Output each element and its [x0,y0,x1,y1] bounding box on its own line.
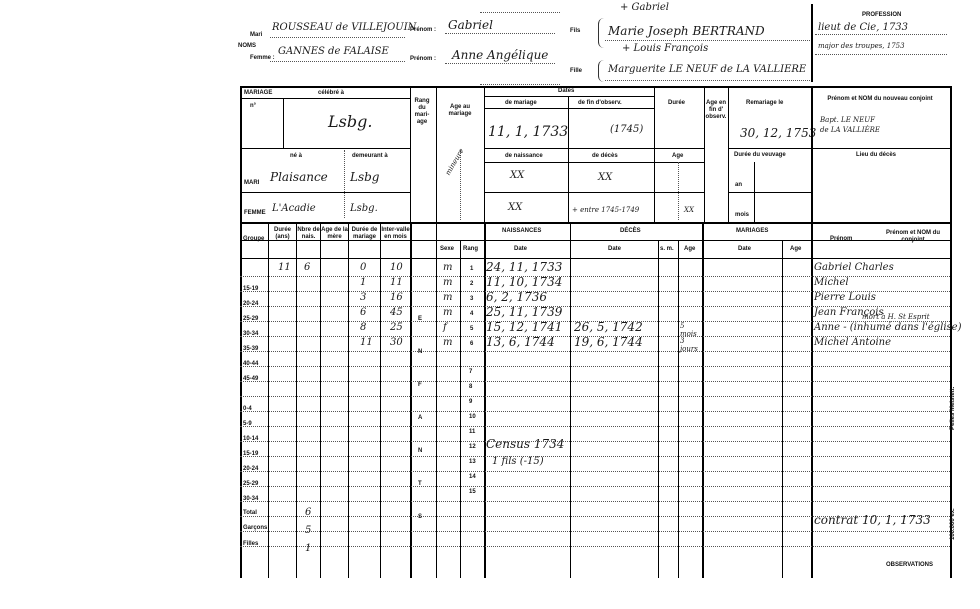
rang-extra-list [469,365,481,500]
side-letter: N [418,349,423,355]
mari-label: Mari [250,32,263,38]
side-letter: E [418,316,423,322]
rang-extra: 12 [469,444,476,450]
marriage-place: Lsbg. [328,112,373,131]
remariage-date: 30, 12, 1753 [740,126,817,140]
date-fin-observation: (1745) [610,124,644,135]
copies-note: 100.000 ex. [950,508,956,540]
date-mariage-label: de mariage [505,100,537,106]
deces-age: 5 mois [680,322,697,338]
nbre-naissances-value: 6 [304,262,311,273]
row-separator [240,486,950,487]
mari-naissance: XX [510,170,525,181]
rang-value: 5 [470,326,474,332]
femme-deces: + entre 1745-1749 [572,206,640,214]
rang-extra: 15 [469,489,476,495]
filles-nbre: 1 [305,543,312,554]
rang-extra: 7 [469,369,473,375]
sexe-label: Sexe [440,246,455,252]
naissances-label: NAISSANCES [502,228,542,234]
child-prenom: Pierre Louis [814,292,876,303]
mari-row-label: MARI [244,180,260,186]
row-separator [240,366,950,367]
profession-label: PROFESSION [862,12,902,18]
mari-prenom: Gabriel [448,18,493,32]
row-separator [240,441,950,442]
age-fin-label: Age en fin d' observ. [705,100,727,120]
fils-line-2: Marie Joseph BERTRAND [608,24,765,38]
naissance-date: 24, 11, 1733 [486,260,563,274]
deces-date: 26, 5, 1742 [574,320,643,334]
duree-mariage-label: Durée de mariage [351,227,378,240]
naissance-date: 25, 11, 1739 [486,305,563,319]
deces-age: 3 jours [680,337,698,353]
femme-row-label: FEMME [244,210,266,216]
naissance-date: 13, 6, 1744 [486,335,555,349]
intervalle-value: 25 [390,322,403,333]
date-fin-label: de fin d'observ. [578,100,622,106]
lieu-deces-label: Lieu du décès [856,152,897,158]
enfants-vertical-label [418,316,430,547]
sexe-value: m [443,307,453,318]
garcons-label: Garçons [243,525,268,531]
rang-value: 4 [470,311,474,317]
duree-mariage-value: 8 [360,322,367,333]
group-label: 25-29 [243,481,259,487]
noms-label: NOMS [238,43,256,49]
profession-2: major des troupes, 1753 [818,42,905,50]
sexe-value: m [443,292,453,303]
row-separator [240,456,950,457]
prenom-label-mari: Prénom : [410,27,437,33]
side-letter: F [418,382,422,388]
mariages-label: MARIAGES [736,228,769,234]
intervalle-value: 10 [390,262,403,273]
side-letter: T [418,481,422,487]
duree-mariage-value: 6 [360,307,367,318]
fils-label: Fils [570,28,581,34]
row-separator [240,546,950,547]
age-mere-label: Age de la mère [321,227,348,240]
duree-label: Durée [668,100,686,106]
mariage-date-label: Date [738,246,752,252]
femme-naissance: XX [508,202,523,213]
remariage-label: Remariage le [746,100,784,106]
duree-mariage-value: 0 [360,262,367,273]
group-label: 15-19 [243,451,259,457]
intervalle-value: 11 [390,277,403,288]
groupe-label: Groupe [243,236,265,242]
femme-birthplace: L'Acadie [272,203,316,214]
group-label: 30-34 [243,496,259,502]
rang-extra: 8 [469,384,473,390]
filles-label: Filles [243,541,259,547]
rang-value: 6 [470,341,474,347]
femme-label: Femme : [250,55,275,61]
printer-note: Pelles Meistett. [950,386,956,430]
mari-name: ROUSSEAU de VILLEJOUIN [272,22,417,33]
rang-label: Rang [463,246,478,252]
group-label: 20-24 [243,466,259,472]
garcons-nbre: 5 [305,525,312,536]
nouveau-conjoint-1: Bapt. LE NEUF [820,116,876,124]
row-separator [240,381,950,382]
demeurant-label: demeurant à [352,153,388,159]
rang-extra: 10 [469,414,476,420]
group-label: 25-29 [243,316,259,322]
group-label: 5-9 [243,421,252,427]
row-separator [240,396,950,397]
row-separator [240,351,950,352]
naissance-label: de naissance [505,153,543,159]
row-separator [240,501,950,502]
child-prenom: Gabriel Charles [814,262,894,273]
femme-residence: Lsbg. [350,203,378,214]
anne-death-note: mort à H. St Esprit [862,313,930,321]
rang-extra: 13 [469,459,476,465]
child-prenom: Anne - (inhumé dans l'église) [814,322,962,333]
femme-name: GANNES de FALAISE [278,46,389,57]
group-label: 15-19 [243,286,259,292]
no-label: n° [250,103,257,109]
fille-line: Marguerite LE NEUF de LA VALLIERE [608,64,807,75]
mois-label: mois [735,212,750,218]
mariage-label: MARIAGE [244,90,273,96]
rang-extra: 11 [469,429,476,435]
side-letter: S [418,514,423,520]
deces-age-label: Age [684,246,696,252]
group-label: 30-34 [243,331,259,337]
fils-line-3: + Louis François [622,43,709,54]
naissance-date: 6, 2, 1736 [486,290,548,304]
observations-label: OBSERVATIONS [886,562,934,568]
group-label: 20-24 [243,301,259,307]
profession-1: lieut de Cie, 1733 [818,22,909,33]
mariage-age-label: Age [790,246,802,252]
duree-mariage-value: 3 [360,292,367,303]
femme-age: XX [684,206,694,214]
naissance-date: 11, 10, 1734 [486,275,563,289]
mineure-note: mineure [443,147,466,177]
sm-label: s. m. [660,246,674,252]
duree-mariage-value: 1 [360,277,367,288]
fille-label: Fille [570,68,583,74]
group-label: 10-14 [243,436,259,442]
side-letter: A [418,415,423,421]
intervalle-value: 16 [390,292,403,303]
row-separator [240,426,950,427]
celebre-label: célébré à [318,90,345,96]
census-sub-note: 1 fils (-15) [492,456,544,467]
femme-prenom: Anne Angélique [452,48,549,62]
prenom-label-femme: Prénom : [410,56,437,62]
deces-date: 19, 6, 1744 [574,335,643,349]
side-letter: N [418,448,423,454]
nouveau-conjoint-label: Prénom et NOM du nouveau conjoint [827,96,933,102]
duree-veuvage-label: Durée du veuvage [734,152,786,158]
mari-residence: Lsbg [350,170,380,184]
child-prenom: Michel [814,277,849,288]
rang-mariage-label: Rang du mari-age [414,98,430,125]
duree-ans-label: Durée (ans) [273,227,291,240]
child-prenom: Michel Antoine [814,337,892,348]
intervalle-value: 30 [390,337,403,348]
ne-label: né à [290,153,303,159]
intervalle-value: 45 [390,307,403,318]
fils-line-1: + Gabriel [620,2,670,13]
total-nbre: 6 [305,507,312,518]
deces-table-label: DÉCÈS [620,228,641,234]
duree-ans-value: 11 [278,262,291,273]
age-col-label: Age [672,153,684,159]
rang-extra: 14 [469,474,476,480]
rang-value: 2 [470,281,474,287]
sexe-value: m [443,337,453,348]
prenom-label: Prénom [830,236,853,242]
group-label: 40-44 [243,361,259,367]
group-label: 35-39 [243,346,259,352]
sexe-value: f [443,322,447,333]
deces-date-label: Date [608,246,622,252]
child-prenom: Jean François [814,307,884,318]
intervalle-label: Inter-valle en mois [381,227,410,240]
rang-extra: 9 [469,399,473,405]
naissance-date-label: Date [514,246,528,252]
total-label: Total [243,510,257,516]
row-separator [240,411,950,412]
an-label: an [735,182,743,188]
mari-deces: XX [598,172,613,183]
rang-value: 3 [470,296,474,302]
date-mariage: 11, 1, 1733 [488,124,569,140]
census-note: Census 1734 [486,437,565,451]
rang-value: 1 [470,266,474,272]
age-mariage-label: Age au mariage [448,104,472,117]
row-separator [240,471,950,472]
dates-label: Dates [558,88,575,94]
group-label [243,387,267,402]
deces-label: de décès [592,153,618,159]
naissance-date: 15, 12, 1741 [486,320,563,334]
mari-birthplace: Plaisance [270,170,328,184]
nouveau-conjoint-2: de LA VALLIÈRE [820,126,880,134]
group-label: 45-49 [243,376,259,382]
group-label: 0-4 [243,406,252,412]
duree-mariage-value: 11 [360,337,373,348]
sexe-value: m [443,262,453,273]
sexe-value: m [443,277,453,288]
group-labels [243,282,267,552]
contrat-note: contrat 10, 1, 1733 [814,513,931,527]
nbre-naissances-label: Nbre de nais. [297,227,320,240]
prenom-nom-conjoint-label: Prénom et NOM du conjoint [885,230,940,243]
row-separator [240,531,950,532]
